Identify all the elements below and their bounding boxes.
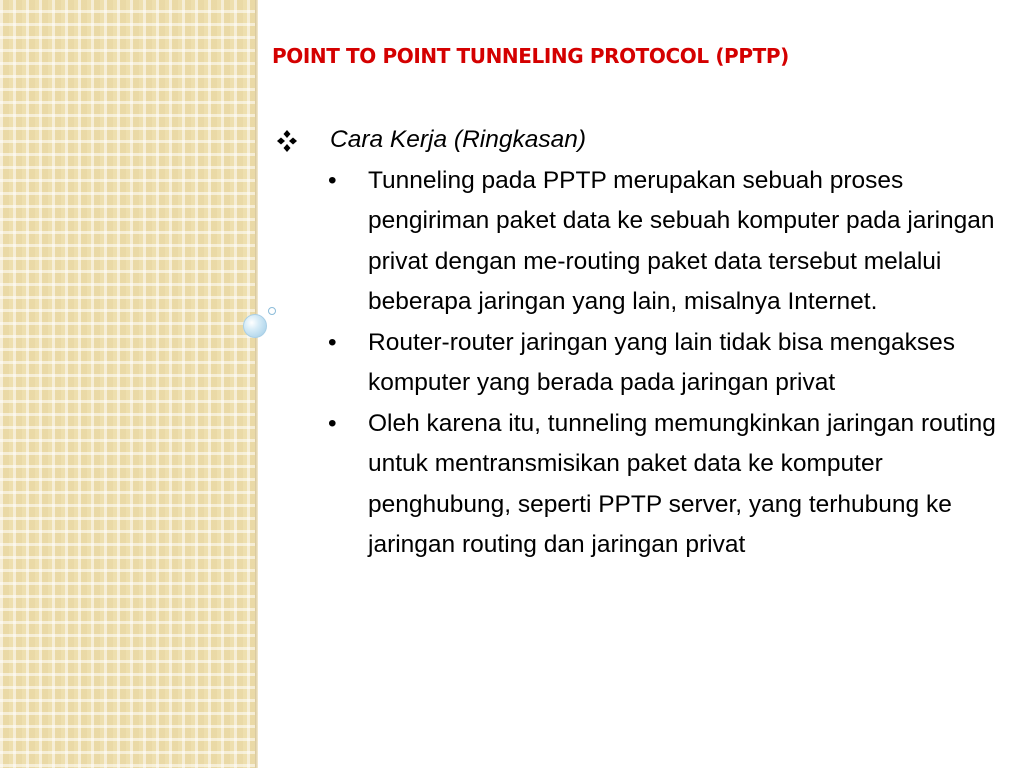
decorative-side-panel (0, 0, 255, 768)
section-heading: Cara Kerja (Ringkasan) (330, 126, 586, 153)
bullet-dot: • (328, 328, 337, 356)
slide-content (270, 120, 1010, 566)
bullet-text: Router-router jaringan yang lain tidak bisa mengakses komputer yang berada pada jaringan privat (368, 328, 955, 396)
bullet-dot: • (328, 166, 337, 194)
section-row (270, 120, 1010, 161)
bullet-item-2 (270, 323, 1010, 404)
bullet-dot: • (328, 409, 337, 437)
bullet-text: Tunneling pada PPTP merupakan sebuah proses pengiriman paket data ke sebuah komputer pada jaringan privat dengan me-routing paket data tersebut melalui beberapa jaringan yang lain, misalnya Internet. (368, 166, 995, 315)
bullet-text: Oleh karena itu, tunneling memungkinkan jaringan routing untuk mentransmisikan paket data ke komputer penghubung, seperti PPTP server, yang terhubung ke jaringan routing dan jaringan privat (368, 409, 996, 558)
decorative-bubble-large-icon (243, 314, 267, 338)
panel-divider (255, 0, 258, 768)
bullet-item-3 (270, 404, 1010, 566)
slide-title: POINT TO POINT TUNNELING PROTOCOL (PPTP) (272, 44, 789, 68)
bullet-list (270, 161, 1010, 566)
bullet-item-1 (270, 161, 1010, 323)
four-diamond-icon (274, 128, 300, 154)
